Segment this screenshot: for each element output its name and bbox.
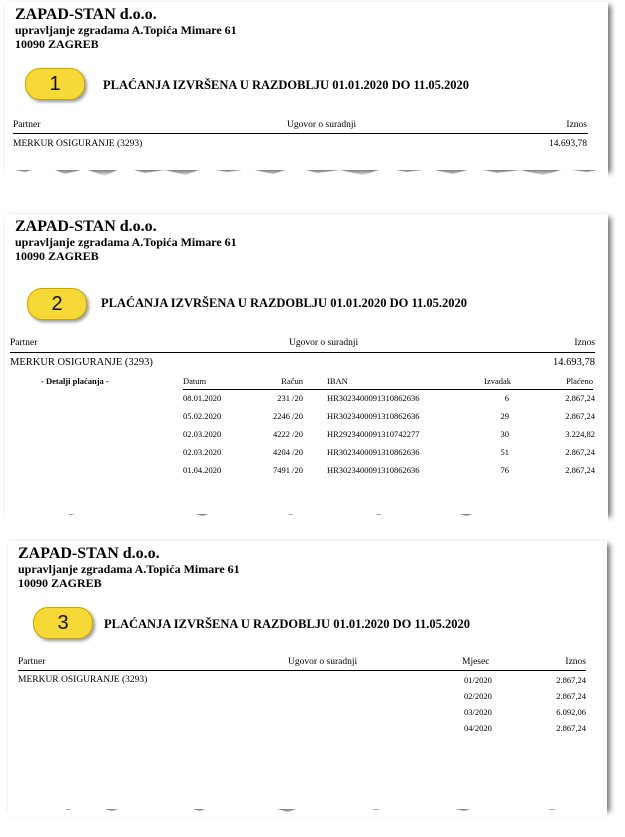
column-header-contract: Ugovor o suradnji <box>288 657 358 667</box>
detail-iban: HR3023400091310862636 <box>327 411 420 421</box>
column-header-amount: Iznos <box>565 657 586 667</box>
detail-date: 05.02.2020 <box>183 411 222 421</box>
month-amount: 6.092,06 <box>556 707 586 717</box>
company-name: ZAPAD-STAN d.o.o. <box>15 6 157 23</box>
company-address: upravljanje zgradama A.Topića Mimare 61 <box>18 562 240 577</box>
detail-paid: 2.867,24 <box>565 465 595 475</box>
report-panel-1 <box>5 2 608 170</box>
detail-date: 08.01.2020 <box>183 393 222 403</box>
torn-edge <box>8 796 607 816</box>
company-name: ZAPAD-STAN d.o.o. <box>18 545 160 562</box>
detail-statement: 6 <box>504 393 509 403</box>
company-city: 10090 ZAGREB <box>18 576 102 591</box>
detail-statement: 76 <box>500 465 509 475</box>
column-header-contract: Ugovor o suradnji <box>289 338 359 348</box>
detail-statement: 51 <box>500 447 509 457</box>
month-value: 01/2020 <box>464 675 492 685</box>
header-rule <box>10 352 595 353</box>
company-header <box>15 218 237 264</box>
step-badge-1: 1 <box>25 68 85 100</box>
detail-date: 02.03.2020 <box>183 447 222 457</box>
detail-header-date: Datum <box>183 376 207 386</box>
company-address: upravljanje zgradama A.Topića Mimare 61 <box>15 235 237 250</box>
detail-paid: 2.867,24 <box>565 447 595 457</box>
report-title: PLAĆANJA IZVRŠENA U RAZDOBLJU 01.01.2020 DO 11.05.2020 <box>103 78 470 92</box>
detail-statement: 29 <box>500 411 509 421</box>
company-name: ZAPAD-STAN d.o.o. <box>15 218 157 235</box>
column-header-contract: Ugovor o suradnji <box>287 120 357 130</box>
detail-invoice: 2246 /20 <box>273 411 303 421</box>
month-amount: 2.867,24 <box>556 691 586 701</box>
company-city: 10090 ZAGREB <box>15 249 99 264</box>
detail-header-paid: Plaćeno <box>566 376 593 386</box>
column-header-partner: Partner <box>13 120 41 130</box>
detail-iban: HR2923400091310742277 <box>327 429 420 439</box>
detail-iban: HR3023400091310862636 <box>327 393 420 403</box>
partner-name: MERKUR OSIGURANJE (3293) <box>13 139 143 149</box>
month-value: 02/2020 <box>464 691 492 701</box>
detail-invoice: 7491 /20 <box>273 465 303 475</box>
detail-date: 02.03.2020 <box>183 429 222 439</box>
partner-amount: 14.693,78 <box>549 139 587 149</box>
month-amount: 2.867,24 <box>556 675 586 685</box>
company-address: upravljanje zgradama A.Topića Mimare 61 <box>15 23 237 38</box>
torn-edge <box>5 500 608 522</box>
report-title: PLAĆANJA IZVRŠENA U RAZDOBLJU 01.01.2020 DO 11.05.2020 <box>101 296 468 310</box>
month-value: 03/2020 <box>464 707 492 717</box>
column-header-partner: Partner <box>18 657 46 667</box>
detail-header-invoice: Račun <box>281 376 303 386</box>
details-label: - Detalji plaćanja - <box>41 376 109 386</box>
step-badge-3: 3 <box>33 607 93 639</box>
header-rule <box>18 670 586 671</box>
company-city: 10090 ZAGREB <box>15 37 99 52</box>
company-header <box>18 545 240 591</box>
detail-paid: 3.224,82 <box>565 429 595 439</box>
detail-date: 01.04.2020 <box>183 465 222 475</box>
detail-header-iban: IBAN <box>327 376 348 386</box>
month-value: 04/2020 <box>464 723 492 733</box>
detail-paid: 2.867,24 <box>565 411 595 421</box>
detail-invoice: 4222 /20 <box>273 429 303 439</box>
column-header-partner: Partner <box>10 338 38 348</box>
detail-invoice: 4204 /20 <box>273 447 303 457</box>
step-badge-2: 2 <box>27 288 87 320</box>
detail-iban: HR3023400091310862636 <box>327 447 420 457</box>
report-panel-2 <box>5 214 608 514</box>
torn-edge <box>5 160 608 180</box>
column-header-amount: Iznos <box>566 120 587 130</box>
partner-name: MERKUR OSIGURANJE (3293) <box>18 675 148 685</box>
column-header-amount: Iznos <box>574 338 595 348</box>
detail-header-statement: Izvadak <box>484 376 511 386</box>
column-header-month: Mjesec <box>462 657 490 667</box>
detail-paid: 2.867,24 <box>565 393 595 403</box>
detail-statement: 30 <box>500 429 509 439</box>
header-rule <box>13 133 588 134</box>
report-panel-3 <box>8 541 607 809</box>
detail-iban: HR3023400091310862636 <box>327 465 420 475</box>
detail-header-rule <box>183 389 593 390</box>
report-title: PLAĆANJA IZVRŠENA U RAZDOBLJU 01.01.2020 DO 11.05.2020 <box>104 617 471 631</box>
company-header <box>15 6 237 52</box>
partner-amount: 14.693,78 <box>553 357 595 368</box>
partner-name: MERKUR OSIGURANJE (3293) <box>10 357 153 368</box>
detail-invoice: 231 /20 <box>277 393 303 403</box>
month-amount: 2.867,24 <box>556 723 586 733</box>
